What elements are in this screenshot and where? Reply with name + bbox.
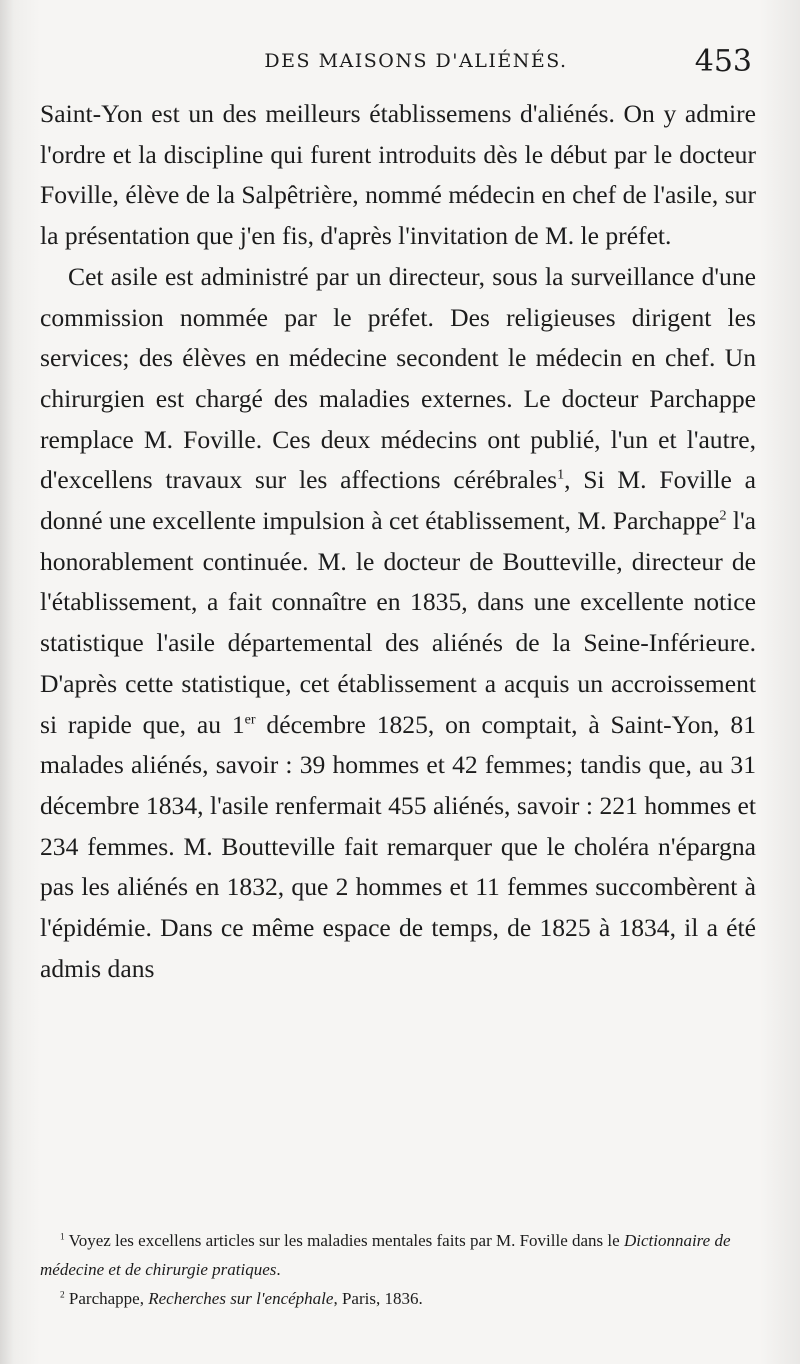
running-head	[40, 44, 752, 84]
footnote-1-mark: 1	[60, 1232, 65, 1243]
ordinal-er: er	[244, 711, 256, 728]
footnotes	[40, 1226, 756, 1313]
footnote-2-mark: 2	[60, 1290, 65, 1301]
page-number: 453	[694, 44, 752, 79]
paragraph-2-part-d: décembre 1825, on comptait, à Saint-Yon, 81 malades aliénés, savoir : 39 hommes et 42 femmes; tandis que, au 31 décembre 1834, l'asile renfermait 455 aliénés, savoir : 221 hommes et 234 femmes. M. Boutteville fait remarquer que le choléra n'épargna pas les aliénés en 1832, que 2 hommes et 11 femmes succombèrent à l'épidémie. Dans ce même espace de temps, de 1825 à 1834, il a été admis dans	[40, 709, 757, 983]
paragraph-2-part-b: , Si M. Foville a donné une excellente impulsion à cet établissement, M. Parchappe	[40, 465, 756, 536]
paragraph-2-part-c: l'a honorablement continuée. M. le docteur de Boutteville, directeur de l'établissement, a fait connaître en 1835, dans une excellente notice statistique l'asile départemental des aliénés de la Seine-Inférieure. D'après cette statistique, cet établissement a acquis un accroissement si rapide que, au 1	[40, 506, 756, 739]
footnote-1-title: Dictionnaire de médecine et de chirurgie pratiques	[40, 1231, 731, 1279]
footnote-2-title: Recherches sur l'encéphale	[148, 1289, 334, 1308]
footnote-1-text: Voyez les excellens articles sur les maladies mentales faits par M. Foville dans le	[64, 1231, 624, 1250]
paragraph-2-part-a: Cet asile est administré par un directeur, sous la surveillance d'une commission nommée par le préfet. Des religieuses dirigent les services; des élèves en médecine secondent le médecin en chef. Un chirurgien est chargé des maladies externes. Le docteur Parchappe remplace M. Foville. Ces deux médecins ont publié, l'un et l'autre, d'excellens travaux sur les affections cérébrales	[40, 261, 756, 495]
footnote-1-end: .	[276, 1260, 281, 1279]
footnote-2-end: , Paris, 1836.	[333, 1289, 423, 1308]
footnote-2	[40, 1284, 756, 1313]
footnote-1	[40, 1226, 756, 1284]
body-text	[40, 94, 756, 989]
footnote-ref-2: 2	[719, 507, 727, 524]
paragraph-2	[40, 257, 756, 990]
footnote-2-text: Parchappe,	[64, 1289, 149, 1308]
paragraph-1: Saint-Yon est un des meilleurs établissemens d'aliénés. On y admire l'ordre et la discipline qui furent introduits dès le début par le docteur Foville, élève de la Salpêtrière, nommé médecin en chef de l'asile, sur la présentation que j'en fis, d'après l'invitation de M. le préfet.	[40, 99, 756, 251]
running-title: DES MAISONS D'ALIÉNÉS.	[264, 50, 568, 72]
footnote-ref-1: 1	[557, 466, 565, 483]
